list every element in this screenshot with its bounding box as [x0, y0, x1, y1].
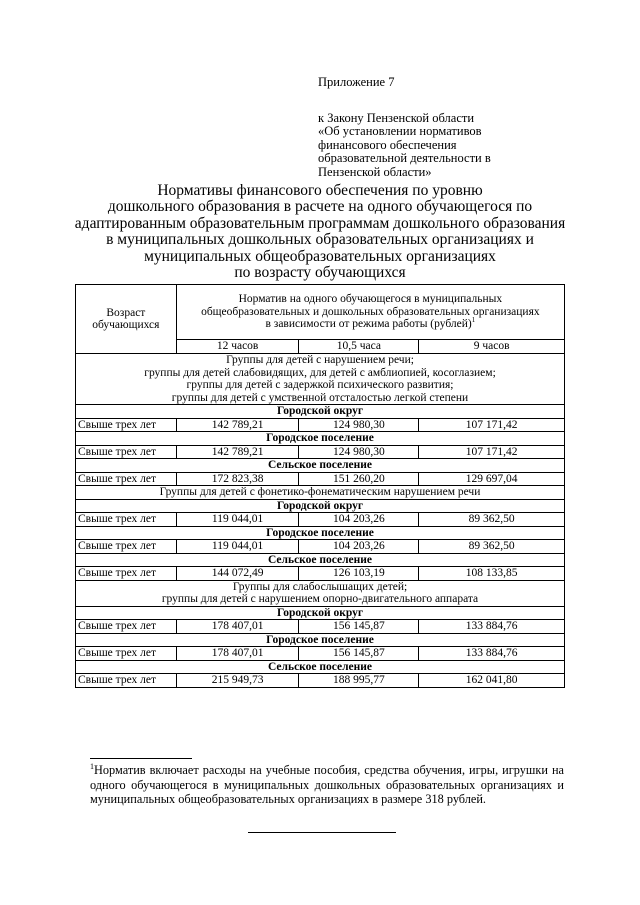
- footnote-text: Норматив включает расходы на учебные пособия, средства обучения, игры, игрушки на одного обучающегося в муниципальных дошкольных образовательных организациях и муниципальных общеобразовательных организациях в размере 318 рублей.: [90, 763, 564, 806]
- group-header-row: [76, 486, 565, 500]
- header-line: к Закону Пензенской области: [318, 110, 475, 125]
- section-row: [76, 660, 565, 674]
- age-cell: Свыше трех лет: [76, 620, 177, 634]
- value-cell: 126 103,19: [299, 567, 419, 581]
- value-cell: 172 823,38: [176, 472, 299, 486]
- section-label: Городской округ: [76, 499, 565, 513]
- norm-header-text: в зависимости от режима работы (рублей): [265, 318, 472, 331]
- group-title-line: группы для детей с нарушением опорно-двигательного аппарата: [161, 593, 479, 605]
- value-cell: 142 789,21: [176, 445, 299, 459]
- section-label: Сельское поселение: [76, 660, 565, 674]
- section-label: Городской округ: [76, 606, 565, 620]
- section-label: Сельское поселение: [76, 553, 565, 567]
- header-line: «Об установлении нормативов: [318, 124, 482, 138]
- title-line: адаптированным образовательным программам дошкольного образования: [74, 214, 566, 232]
- footnote-separator: [90, 758, 192, 759]
- value-cell: 142 789,21: [176, 418, 299, 432]
- value-cell: 104 203,26: [299, 513, 419, 527]
- age-column-header: [76, 285, 177, 354]
- value-cell: 107 171,42: [419, 418, 565, 432]
- section-row: [76, 499, 565, 513]
- value-cell: 151 260,20: [299, 472, 419, 486]
- age-cell: Свыше трех лет: [76, 418, 177, 432]
- section-row: [76, 526, 565, 540]
- title-line: муниципальных общеобразовательных организациях: [144, 247, 496, 265]
- group-header-row: [76, 580, 565, 606]
- value-cell: 156 145,87: [299, 647, 419, 661]
- value-cell: 104 203,26: [299, 540, 419, 554]
- section-row: [76, 459, 565, 473]
- value-cell: 119 044,01: [176, 540, 299, 554]
- table-row: [76, 674, 565, 688]
- table-row: [76, 620, 565, 634]
- header-line: образовательной деятельности в: [318, 151, 491, 165]
- age-cell: Свыше трех лет: [76, 567, 177, 581]
- norm-table: [75, 284, 565, 688]
- value-cell: 215 949,73: [176, 674, 299, 688]
- footnote: [90, 763, 564, 807]
- group-title: [76, 580, 565, 606]
- section-label: Городское поселение: [76, 633, 565, 647]
- header-line: финансового обеспечения: [318, 137, 457, 152]
- value-cell: 108 133,85: [419, 567, 565, 581]
- mode-header: 10,5 часа: [299, 340, 419, 354]
- age-header-line: обучающихся: [92, 319, 160, 331]
- section-row: [76, 553, 565, 567]
- table-row: [76, 540, 565, 554]
- group-title-line: группы для детей с умственной отсталостью легкой степени: [171, 391, 469, 404]
- value-cell: 188 995,77: [299, 674, 419, 688]
- section-label: Сельское поселение: [76, 459, 565, 473]
- norm-header-line: общеобразовательных и дошкольных образовательных организациях: [201, 305, 540, 318]
- table-row: [76, 567, 565, 581]
- value-cell: 133 884,76: [419, 647, 565, 661]
- value-cell: 124 980,30: [299, 418, 419, 432]
- title-line: в муниципальных дошкольных образовательных организациях и: [106, 231, 534, 249]
- age-header-line: Возраст: [106, 306, 146, 319]
- section-label: Городское поселение: [76, 432, 565, 446]
- value-cell: 144 072,49: [176, 567, 299, 581]
- group-title-line: Группы для слабослышащих детей;: [232, 580, 408, 593]
- table-row: [76, 472, 565, 486]
- value-cell: 107 171,42: [419, 445, 565, 459]
- title-line: дошкольного образования в расчете на одного обучающегося по: [107, 198, 533, 216]
- section-label: Городской округ: [76, 405, 565, 419]
- table-row: [76, 647, 565, 661]
- title-line: Нормативы финансового обеспечения по уровню: [157, 182, 483, 199]
- value-cell: 89 362,50: [419, 513, 565, 527]
- section-label: Городское поселение: [76, 526, 565, 540]
- table-row: [76, 418, 565, 432]
- value-cell: 156 145,87: [299, 620, 419, 634]
- value-cell: 119 044,01: [176, 513, 299, 527]
- appendix-header: [318, 76, 491, 179]
- section-row: [76, 432, 565, 446]
- group-title: [76, 486, 565, 500]
- value-cell: 89 362,50: [419, 540, 565, 554]
- group-header-row: [76, 354, 565, 405]
- value-cell: 133 884,76: [419, 620, 565, 634]
- age-cell: Свыше трех лет: [76, 674, 177, 688]
- value-cell: 162 041,80: [419, 674, 565, 688]
- table-header-row: [76, 285, 565, 340]
- table-row: [76, 513, 565, 527]
- header-line: Пензенской области»: [318, 164, 432, 179]
- group-title-line: группы для детей слабовидящих, для детей с амблиопией, косоглазием;: [144, 366, 496, 379]
- age-cell: Свыше трех лет: [76, 445, 177, 459]
- section-row: [76, 606, 565, 620]
- mode-header: 12 часов: [176, 340, 299, 354]
- section-row: [76, 405, 565, 419]
- end-rule: [248, 832, 396, 833]
- norm-column-header: [176, 285, 564, 340]
- value-cell: 129 697,04: [419, 472, 565, 486]
- group-title-line: Группы для детей с нарушением речи;: [226, 354, 414, 366]
- group-title-line: Группы для детей с фонетико-фонематическим нарушением речи: [159, 486, 481, 498]
- footnote-ref: 1: [471, 316, 476, 325]
- document-title: [70, 183, 570, 281]
- title-line: по возрасту обучающихся: [234, 264, 406, 282]
- table-row: [76, 445, 565, 459]
- value-cell: 124 980,30: [299, 445, 419, 459]
- norm-header-line: Норматив на одного обучающегося в муниципальных: [238, 293, 503, 306]
- value-cell: 178 407,01: [176, 620, 299, 634]
- mode-header: 9 часов: [419, 340, 565, 354]
- footnote-mark: 1: [90, 761, 94, 771]
- value-cell: 178 407,01: [176, 647, 299, 661]
- group-title: [76, 354, 565, 405]
- appendix-title: Приложение 7: [318, 75, 395, 89]
- group-title-line: группы для детей с задержкой психического развития;: [186, 379, 454, 391]
- age-cell: Свыше трех лет: [76, 472, 177, 486]
- norm-header-line: [179, 318, 562, 331]
- age-cell: Свыше трех лет: [76, 540, 177, 554]
- age-cell: Свыше трех лет: [76, 513, 177, 527]
- section-row: [76, 633, 565, 647]
- age-cell: Свыше трех лет: [76, 647, 177, 661]
